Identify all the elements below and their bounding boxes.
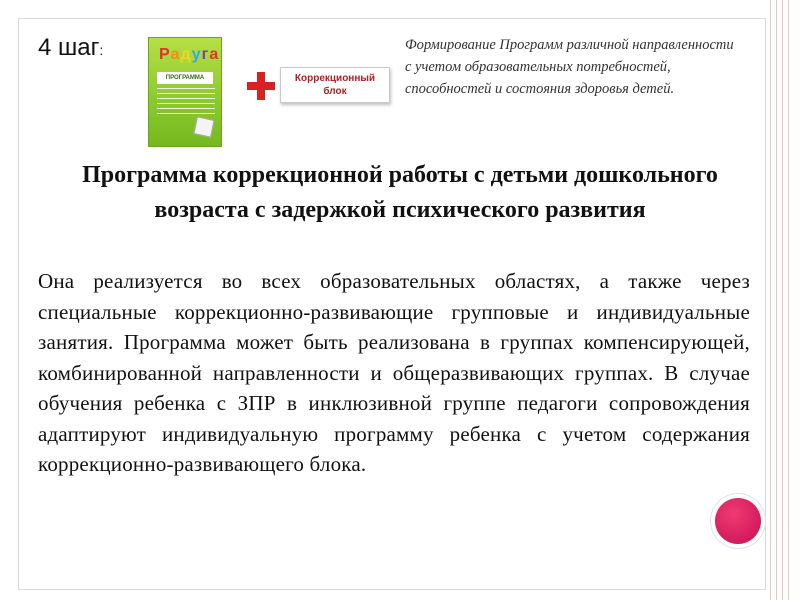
badge-line-1: Коррекционный: [294, 73, 376, 84]
book-label: ПРОГРАММА: [157, 72, 213, 84]
program-book-cover-image: [148, 37, 222, 147]
decorative-line-4: [788, 0, 789, 600]
book-text-lines: [157, 88, 215, 118]
step-colon: :: [99, 42, 104, 58]
decorative-line-3: [782, 0, 783, 600]
brand-letter: Р: [159, 46, 171, 63]
brand-letter: а: [209, 46, 220, 63]
step-text: 4 шаг: [38, 34, 100, 61]
cube-icon: [193, 116, 214, 137]
step-description: Формирование Программ различной направленности с учетом образовательных потребностей, способностей и состояния здоровья детей.: [405, 37, 734, 97]
body-paragraph: Она реализуется во всех образовательных областях, а также через специальные коррекционно-развивающие групповые и индивидуальные занятия. Программа может быть реализована в группах компенсирующей, комбинированной направленности и общеразвивающих группах. В случае обучения ребенка с ЗПР в инклюзивной группе педагоги сопровождения адаптируют индивидуальную программу ребенка с учетом содержания коррекционно-развивающего блока.: [38, 269, 750, 476]
page-title: Программа коррекционной работы с детьми дошкольного возраста с задержкой психического развития: [82, 162, 718, 223]
decorative-line-2: [776, 0, 777, 600]
brand-letter: г: [201, 46, 210, 63]
brand-letter: а: [170, 46, 181, 63]
plus-icon: [247, 72, 275, 100]
brand-letter: д: [180, 46, 192, 63]
brand-letter: у: [191, 46, 202, 63]
correction-block-badge: [280, 67, 390, 103]
book-brand: [159, 46, 219, 64]
decorative-circle: [715, 498, 761, 544]
decorative-line-1: [770, 0, 771, 600]
step-label: [38, 34, 103, 62]
badge-line-2: блок: [323, 86, 347, 97]
